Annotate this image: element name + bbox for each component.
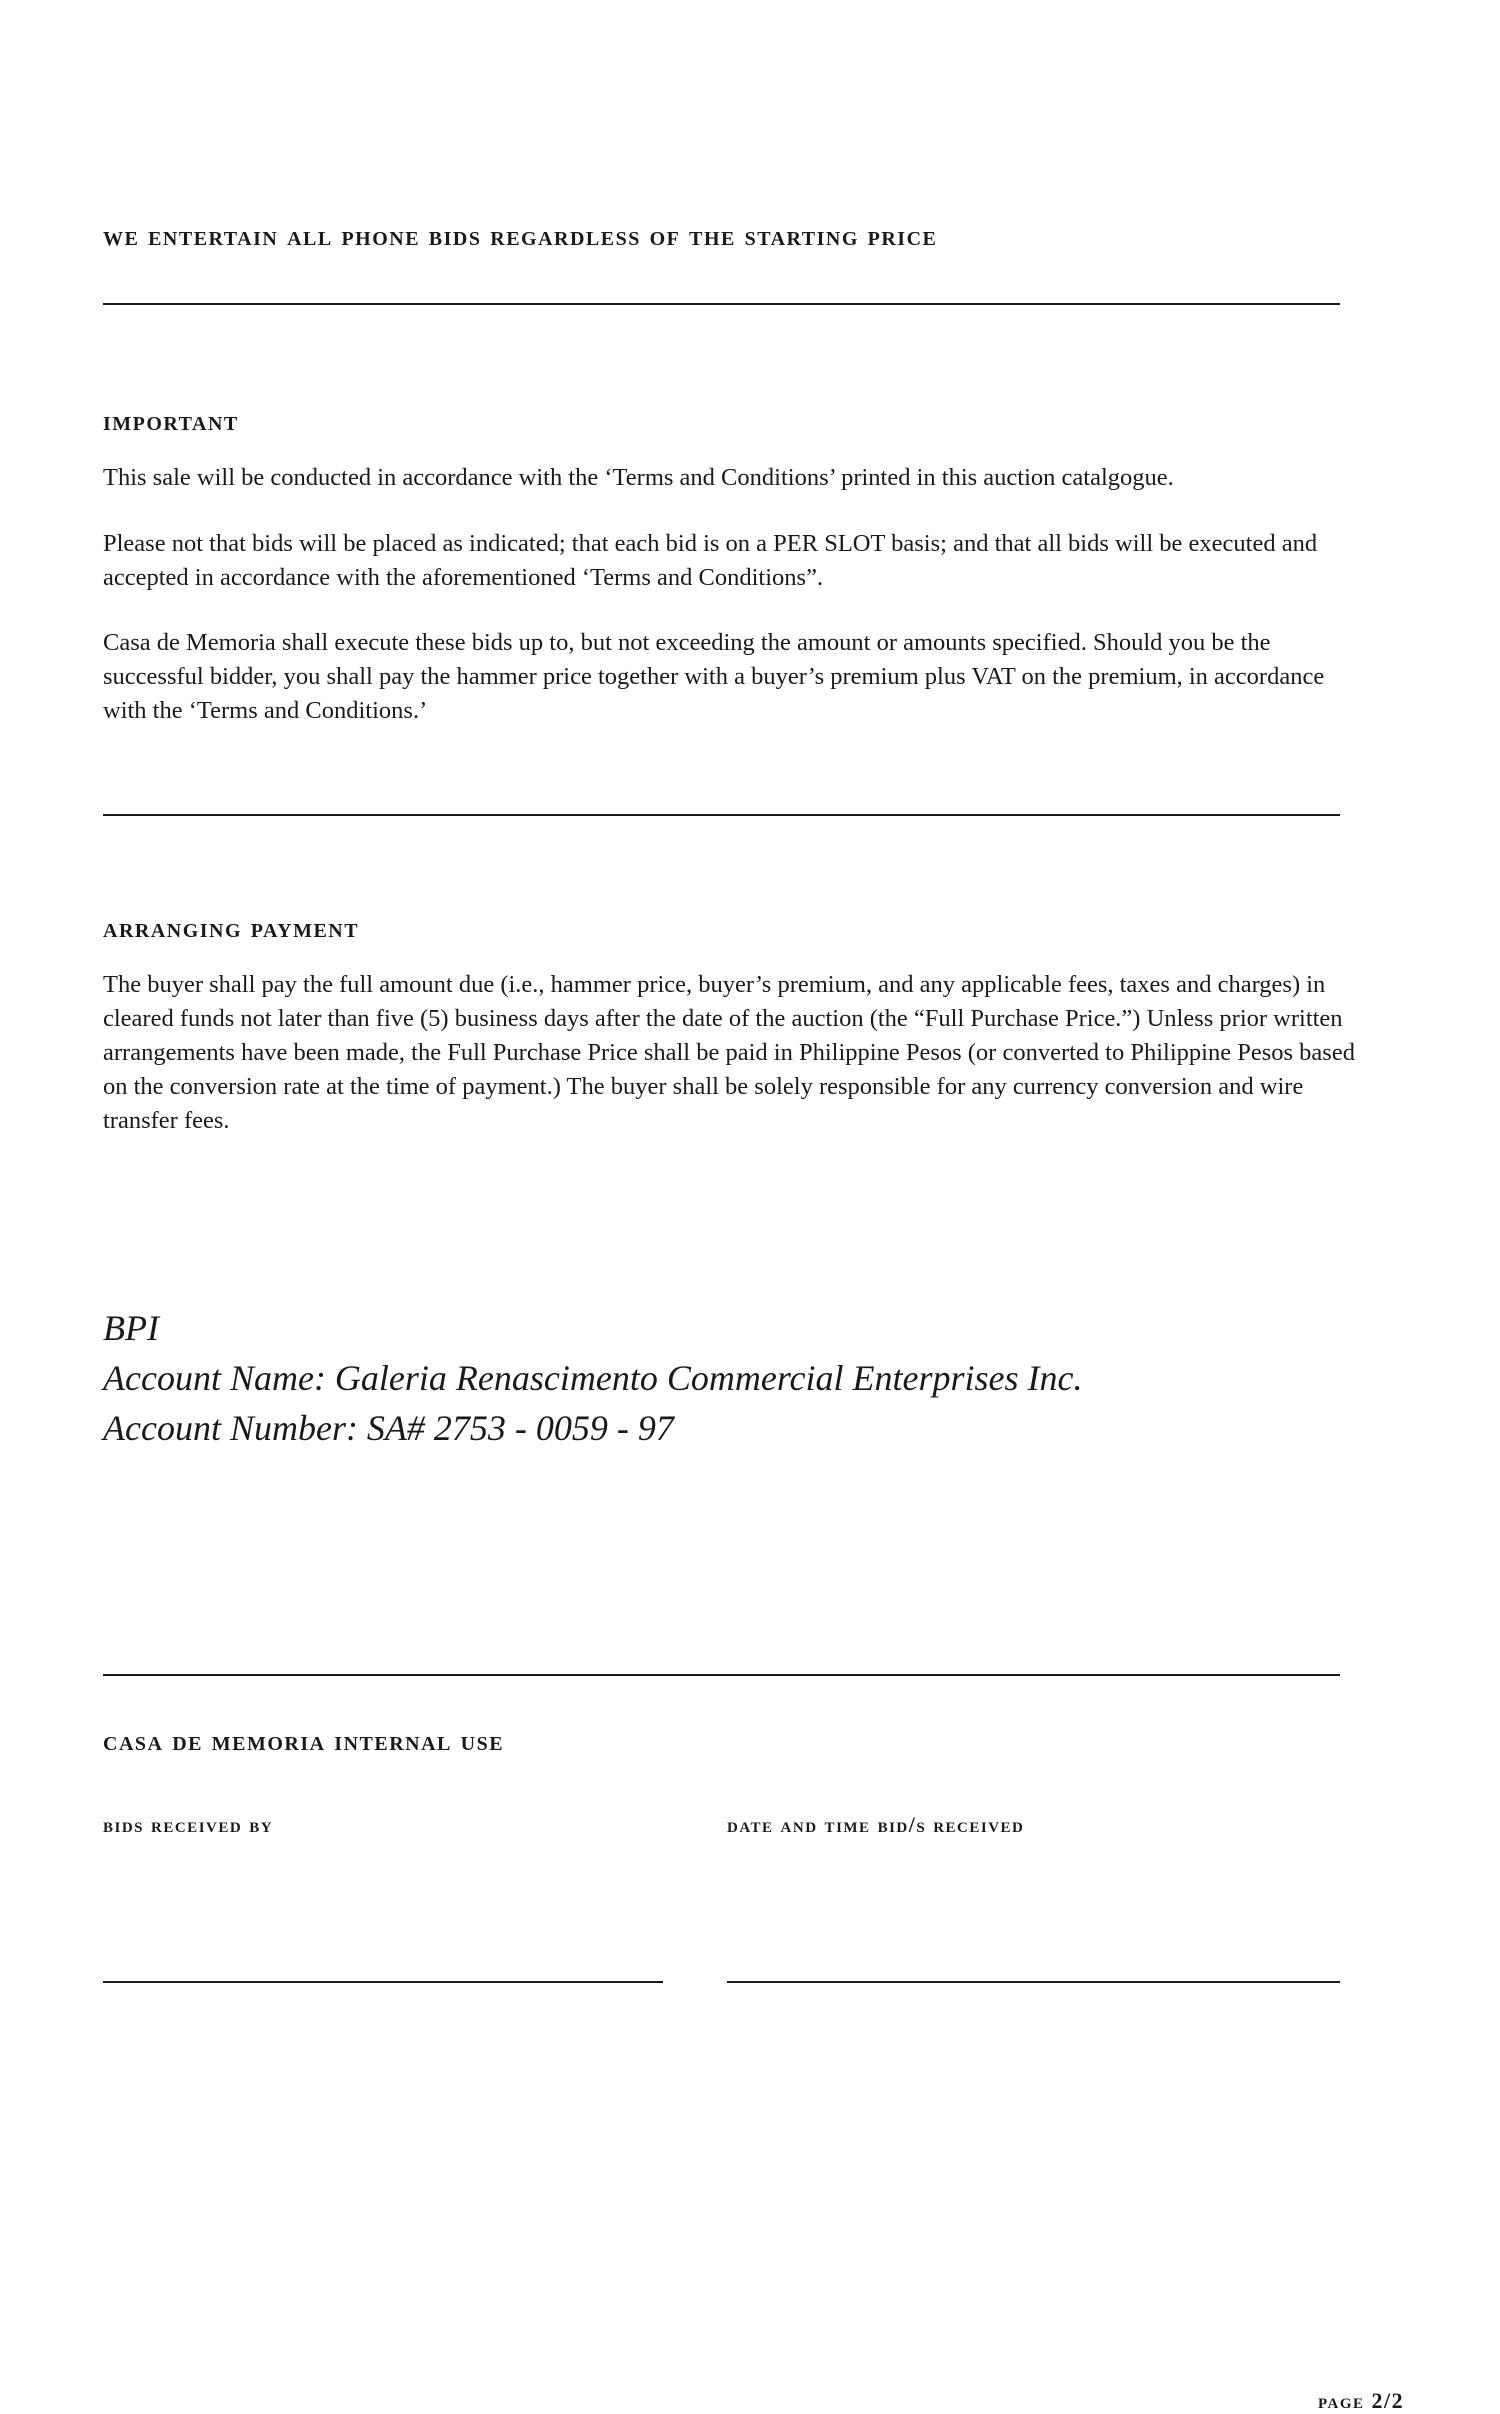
bank-name: BPI — [103, 1308, 159, 1348]
bids-received-by-signature-line — [103, 1981, 663, 1983]
important-paragraph-1: This sale will be conducted in accordance with the ‘Terms and Conditions’ printed in this auction catalgogue. — [103, 464, 1174, 491]
page-number: page 2/2 — [1318, 2388, 1405, 2413]
important-paragraph-3: Casa de Memoria shall execute these bids up to, but not exceeding the amount or amounts specified. Should you be the successful bidder, you shall pay the hammer price together with a buyer’s premium plus VAT on the premium, in accordance with the ‘Terms and Conditions.’ — [103, 629, 1325, 724]
divider-important — [103, 814, 1340, 816]
phone-bids-notice: we entertain all phone bids regardless of the starting price — [103, 220, 938, 252]
arranging-payment-heading: arranging payment — [103, 912, 360, 944]
important-paragraph-2: Please not that bids will be placed as indicated; that each bid is on a PER SLOT basis; and that all bids will be executed and accepted in accordance with the aforementioned ‘Terms and Conditions”. — [103, 530, 1318, 591]
divider-internal — [103, 1674, 1340, 1676]
bids-received-by-label: bids received by — [103, 1812, 274, 1837]
bank-account-name: Account Name: Galeria Renascimento Commercial Enterprises Inc. — [103, 1358, 1083, 1398]
arranging-payment-paragraph: The buyer shall pay the full amount due (i.e., hammer price, buyer’s premium, and any applicable fees, taxes and charges) in cleared funds not later than five (5) business days after the date of the auction (the “Full Purchase Price.”) Unless prior written arrangements have been made, the Full Purchase Price shall be paid in Philippine Pesos (or converted to Philippine Pesos based on the conversion rate at the time of payment.) The buyer shall be solely responsible for any currency conversion and wire transfer fees. — [103, 971, 1355, 1134]
internal-use-heading: casa de memoria internal use — [103, 1725, 505, 1757]
date-time-received-label: date and time bid/s received — [727, 1812, 1025, 1837]
date-time-signature-line — [727, 1981, 1340, 1983]
divider-top — [103, 303, 1340, 305]
important-heading: important — [103, 405, 239, 437]
bank-account-number: Account Number: SA# 2753 - 0059 - 97 — [103, 1408, 674, 1448]
